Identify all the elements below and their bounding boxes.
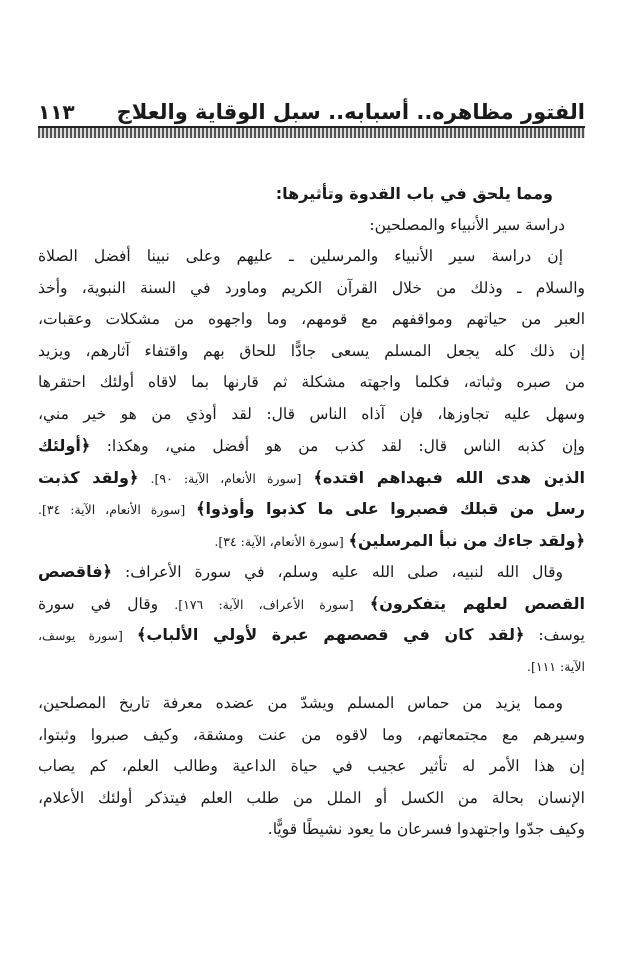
text-line [38, 430, 585, 462]
text-line: ومما يزيد من حماس المسلم ويشدّ من عضده معرفة تاريخ المصلحين، [38, 694, 563, 712]
text-line: إن هذا الأمر له تأثير عجيب في حياة الداعية وطالب العلم، كم يصاب [38, 757, 585, 775]
verse-reference: الآية: ١١١]. [527, 658, 585, 674]
quran-quote: ﴿أولئك [38, 436, 91, 455]
section-heading: ومما يلحق في باب القدوة وتأثيرها: [275, 184, 553, 203]
text-span: وقال في سورة [38, 594, 159, 613]
text-line: وكيف جدّوا واجتهدوا فسرعان ما يعود نشيطًا قويًّا. [267, 820, 585, 838]
quran-quote: ﴿ولقد كذبت [38, 467, 139, 487]
text-line: إن ذلك كله يجعل المسلم يسعى جادًّا للحاق بهم واقتفاء آثارهم، ويزيد [38, 341, 585, 360]
header-rule [38, 126, 585, 138]
verse-reference: [سورة الأعراف، الآية: ١٧٦]. [174, 596, 354, 612]
running-title: الفتور مظاهره.. أسبابه.. سبل الوقاية والعلاج [116, 100, 585, 124]
quran-quote: رسل من قبلك فصبروا على ما كذبوا وأوذوا﴾ [196, 499, 585, 518]
quran-quote: ﴿لقد كان في قصصهم عبرة لأولي الألباب﴾ [136, 625, 525, 644]
text-line [38, 651, 585, 683]
page-number: ١١٣ [38, 100, 75, 124]
verse-reference: [سورة يوسف، [38, 628, 123, 643]
text-line [38, 525, 585, 557]
verse-reference: [سورة الأنعام، الآية: ٣٤]. [38, 502, 186, 517]
text-line [38, 493, 585, 525]
text-line [38, 619, 585, 651]
page-body [38, 178, 585, 846]
text-span: وإن كذبه الناس قال: لقد كذب من هو أفضل مني، وهكذا: [106, 437, 585, 455]
quran-quote: القصص لعلهم يتفكرون﴾ [369, 593, 585, 613]
text-line [38, 556, 585, 588]
text-span: يوسف: [538, 626, 585, 644]
text-span: وقال الله لنبيه، صلى الله عليه وسلم، في سورة الأعراف: [124, 563, 563, 581]
subheading: دراسة سير الأنبياء والمصلحين: [369, 215, 565, 234]
quran-quote: الذين هدى الله فبهداهم اقتده﴾ [313, 467, 585, 487]
verse-reference: [سورة الأنعام، الآية: ٩٠]. [150, 470, 302, 486]
text-line: من صبره وثباته، فكلما واجهته مشكلة ثم قارنها بما لاقاه أولئك احتقرها [38, 373, 585, 391]
text-line: وسهل عليه تجاوزها، فإن آذاه الناس قال: لقد أوذي من هو خير مني، [38, 404, 585, 423]
text-line: والسلام ـ وذلك من خلال القرآن الكريم وماورد في السنة النبوية، وأخذ [38, 278, 585, 297]
text-line: الإنسان بحالة من الكسل أو الملل من طلب العلم فيتذكر أولئك الأعلام، [38, 788, 585, 807]
verse-reference: [سورة الأنعام، الآية: ٣٤]. [214, 533, 344, 549]
text-line: إن دراسة سير الأنبياء والمرسلين ـ عليهم وعلى نبينا أفضل الصلاة [38, 247, 563, 265]
running-header [38, 88, 585, 124]
quran-quote: ﴿ولقد جاءك من نبأ المرسلين﴾ [348, 530, 585, 550]
text-line [38, 462, 585, 494]
text-line: العبر من حياتهم ومواقفهم مع قومهم، وما واجهوه من مشكلات وعقبات، [38, 310, 585, 328]
text-line: وسيرهم مع مجتمعاتهم، وما لاقوه من عنت ومشقة، وكيف صبروا وثبتوا، [38, 725, 585, 744]
text-line [38, 588, 585, 620]
quran-quote: ﴿فاقصص [38, 562, 112, 581]
